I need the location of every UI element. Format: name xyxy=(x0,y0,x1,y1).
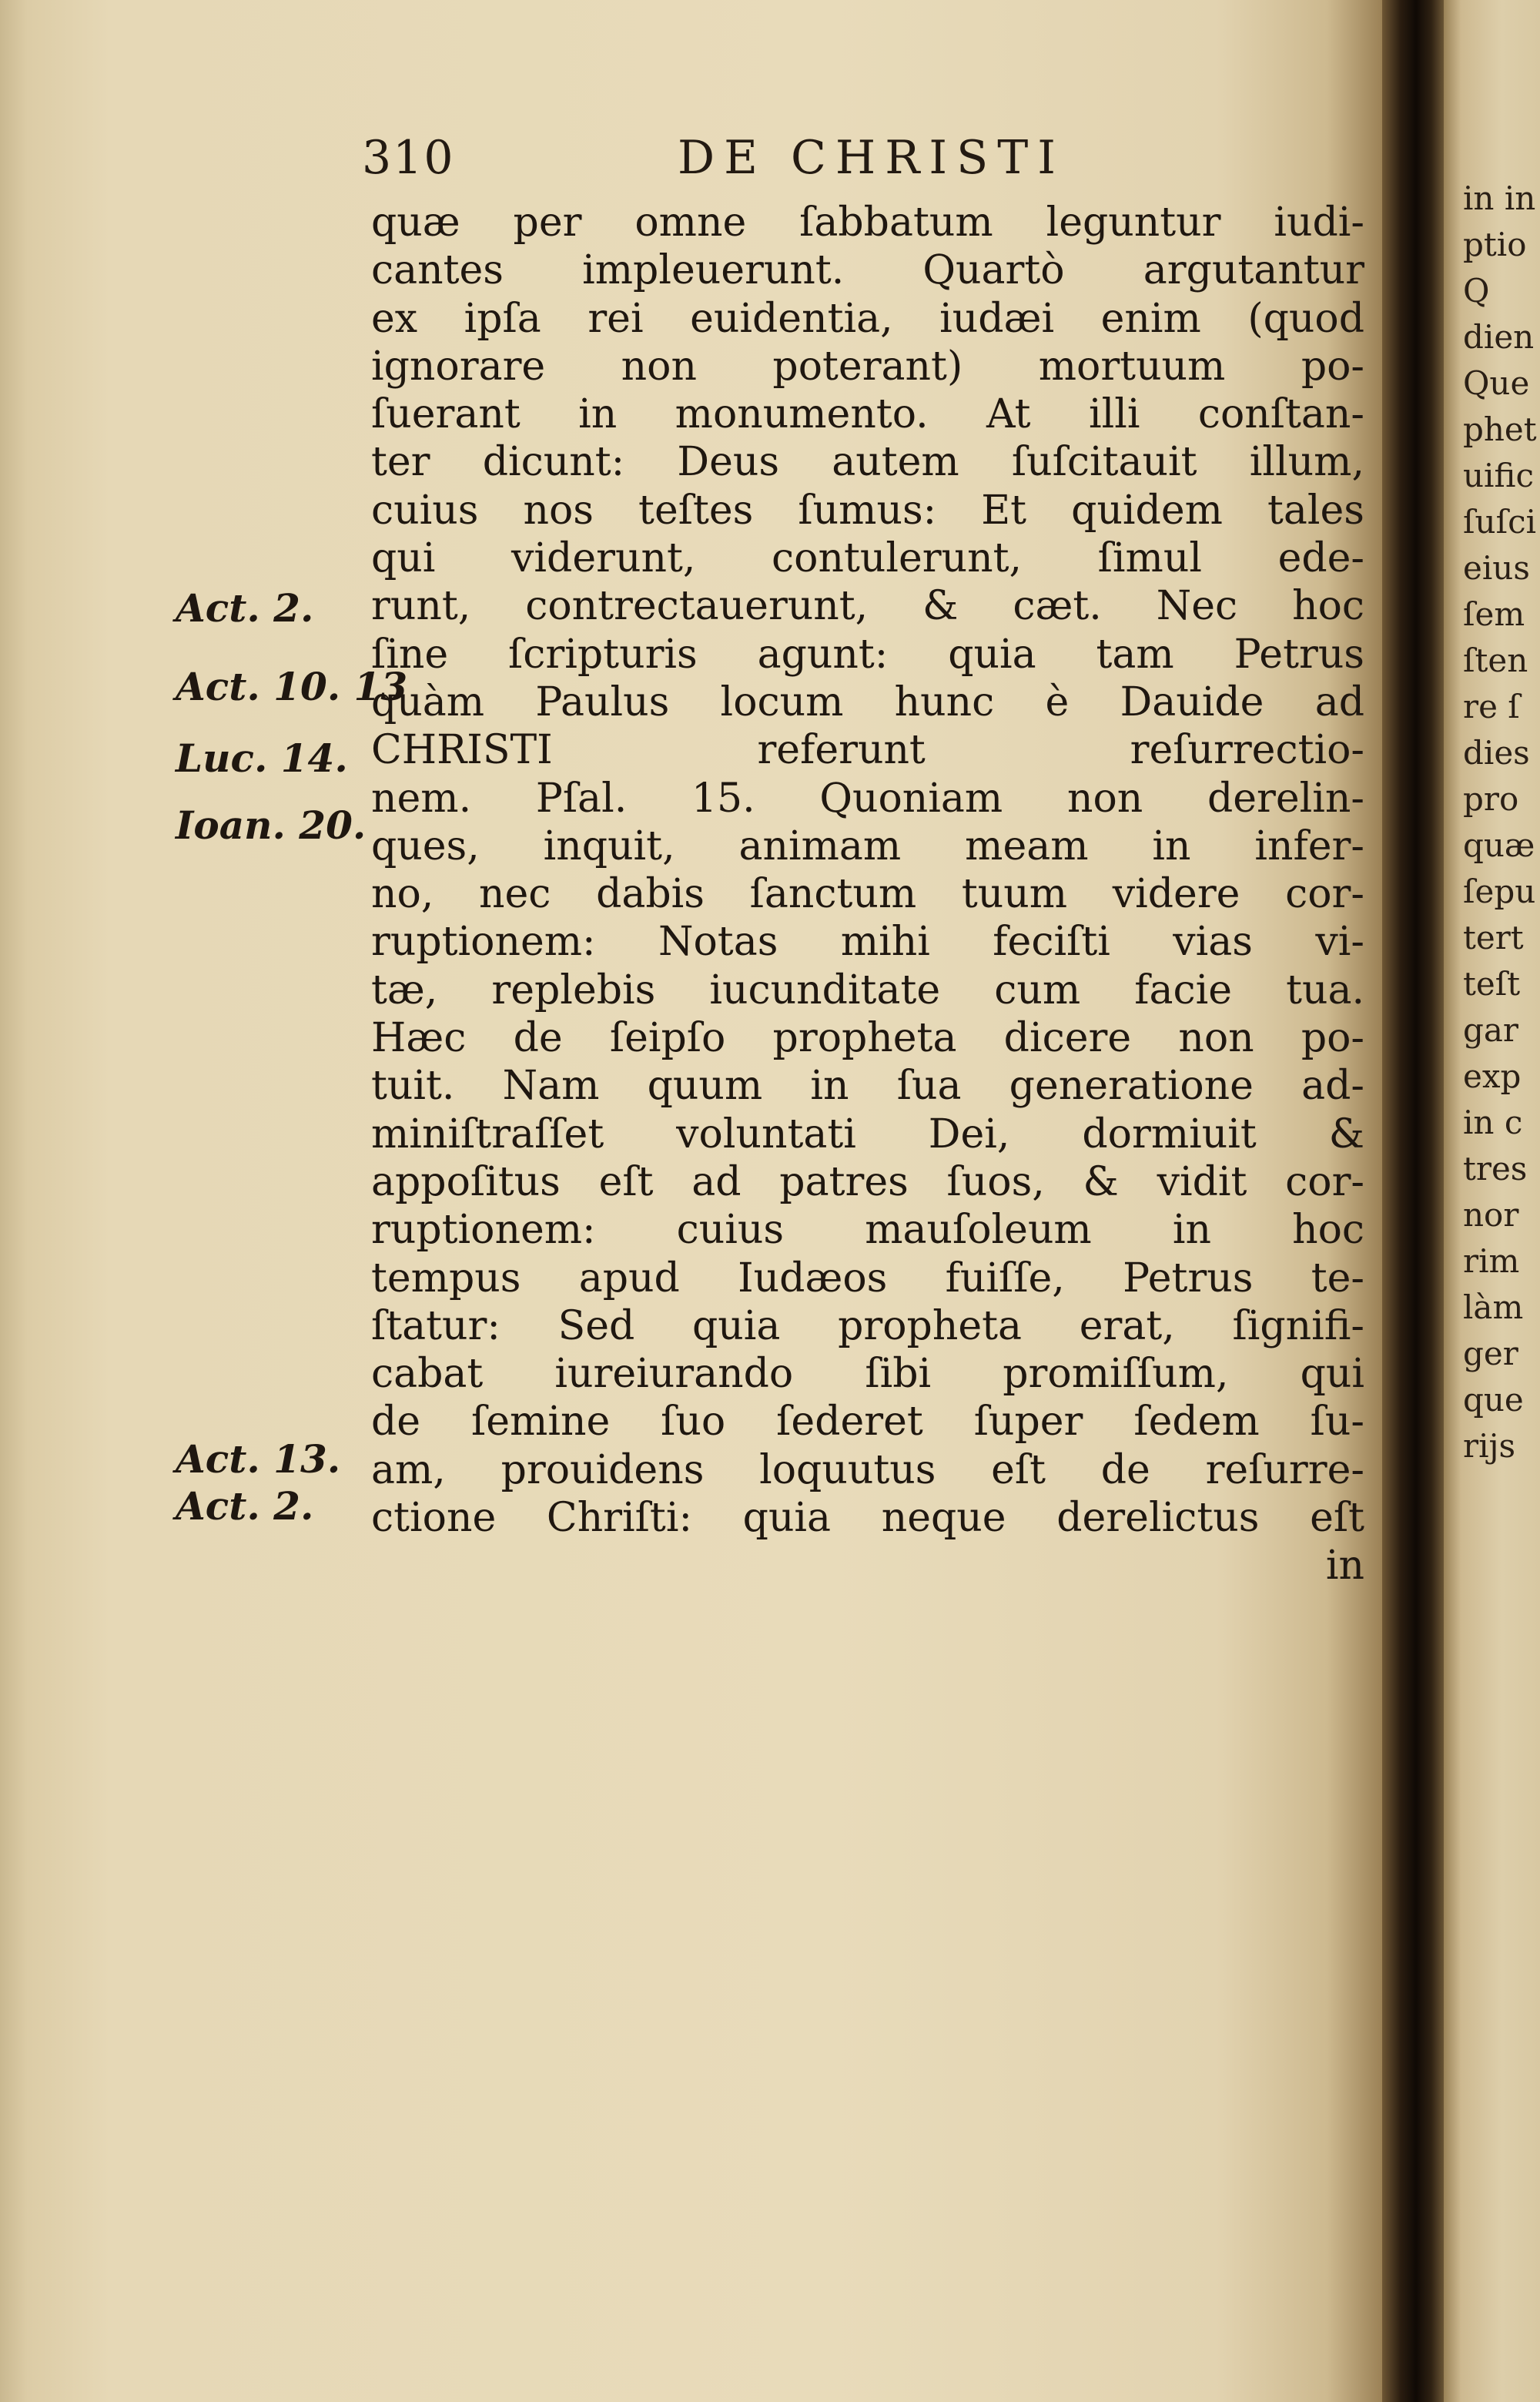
text-line: qui viderunt, contulerunt, ſimul ede- xyxy=(371,535,1364,582)
text-line: de ſemine ſuo ſederet ſuper ſedem ſu- xyxy=(371,1399,1364,1446)
text-line: ctione Chriſti: quia neque derelictus eſt xyxy=(371,1495,1364,1542)
text-line: ruptionem: cuius mauſoleum in hoc xyxy=(371,1207,1364,1254)
text-line: am, prouidens loquutus eſt de reſurre- xyxy=(371,1446,1364,1493)
page-header xyxy=(362,131,1348,200)
fragment-line: rijs xyxy=(1463,1427,1516,1465)
text-line: in xyxy=(1325,1543,1364,1590)
margin-note: Act. 13. xyxy=(176,1436,341,1482)
book-gutter xyxy=(1382,0,1444,2402)
text-line: ter dicunt: Deus autem ſuſcitauit illum, xyxy=(371,439,1364,486)
text-line: Hæc de ſeipſo propheta dicere non po- xyxy=(371,1015,1364,1062)
fragment-line: que xyxy=(1463,1381,1524,1419)
fragment-line: tert xyxy=(1463,919,1524,956)
fragment-line: in in xyxy=(1463,179,1536,217)
fragment-line: ſem xyxy=(1463,595,1525,633)
text-line: ſtatur: Sed quia propheta erat, ſignifi- xyxy=(371,1302,1364,1349)
text-line: cantes impleuerunt. Quartò argutantur xyxy=(371,247,1364,294)
fragment-line: re ſ xyxy=(1463,688,1520,725)
text-line: tempus apud Iudæos fuiſſe, Petrus te- xyxy=(371,1255,1364,1302)
fragment-line: teſt xyxy=(1463,965,1521,1003)
text-line: runt, contrectauerunt, & cæt. Nec hoc xyxy=(371,583,1364,630)
page-number: 310 xyxy=(362,131,455,185)
margin-note: Act. 2. xyxy=(176,1483,314,1529)
fragment-line: uific xyxy=(1463,457,1535,494)
text-line: tuit. Nam quum in ſua generatione ad- xyxy=(371,1063,1364,1110)
fragment-line: ger xyxy=(1463,1335,1518,1372)
text-line: CHRISTI referunt reſurrectio- xyxy=(371,727,1364,774)
text-line: ques, inquit, animam meam in infer- xyxy=(371,822,1364,869)
fragment-line: in c xyxy=(1463,1104,1523,1141)
fragment-line: eius xyxy=(1463,549,1530,587)
fragment-line: dien xyxy=(1463,318,1535,356)
margin-note: Act. 2. xyxy=(176,585,314,631)
fragment-line: rim xyxy=(1463,1242,1520,1280)
fragment-line: ſuſci xyxy=(1463,503,1537,541)
fragment-line: tres xyxy=(1463,1150,1528,1188)
fragment-line: Q xyxy=(1463,272,1490,310)
fragment-line: phet xyxy=(1463,410,1537,448)
text-line: no, nec dabis ſanctum tuum videre cor- xyxy=(371,871,1364,918)
text-line: ignorare non poterant) mortuum po- xyxy=(371,343,1364,390)
fragment-line: nor xyxy=(1463,1196,1519,1234)
fragment-line: Que xyxy=(1463,364,1530,402)
text-line: cuius nos teſtes ſumus: Et quidem tales xyxy=(371,487,1364,534)
margin-note: Ioan. 20. xyxy=(176,802,367,848)
fragment-line: làm xyxy=(1463,1288,1524,1326)
text-line: quæ per omne ſabbatum leguntur iudi- xyxy=(371,199,1364,246)
fragment-line: exp xyxy=(1463,1057,1522,1095)
text-line: appoſitus eſt ad patres ſuos, & vidit cor- xyxy=(371,1158,1364,1205)
fragment-line: ſepu xyxy=(1463,873,1536,910)
text-line: ſine ſcripturis agunt: quia tam Petrus xyxy=(371,631,1364,678)
body-text xyxy=(371,199,1364,1590)
text-line: ſuerant in monumento. At illi conſtan- xyxy=(371,391,1364,438)
text-line: miniſtraſſet voluntati Dei, dormiuit & xyxy=(371,1111,1364,1157)
text-line: ruptionem: Notas mihi feciſti vias vi- xyxy=(371,919,1364,966)
margin-note: Act. 10. 13 xyxy=(176,664,408,709)
fragment-line: dies xyxy=(1463,734,1530,772)
fragment-line: ptio xyxy=(1463,226,1527,263)
fragment-line: quæ xyxy=(1463,826,1535,864)
fragment-line: pro xyxy=(1463,780,1519,818)
margin-note: Luc. 14. xyxy=(176,735,348,781)
text-line: nem. Pſal. 15. Quoniam non derelin- xyxy=(371,775,1364,822)
text-line: tæ, replebis iucunditate cum facie tua. xyxy=(371,966,1364,1013)
text-line: quàm Paulus locum hunc è Dauide ad xyxy=(371,678,1364,725)
fragment-line: gar xyxy=(1463,1011,1519,1049)
facing-page-text xyxy=(1463,176,1537,1469)
running-title: DE CHRISTI xyxy=(678,131,1065,185)
fragment-line: ſten xyxy=(1463,642,1528,679)
text-line: cabat iureiurando ſibi promiſſum, qui xyxy=(371,1351,1364,1398)
text-line: ex ipſa rei euidentia, iudæi enim (quod xyxy=(371,295,1364,342)
